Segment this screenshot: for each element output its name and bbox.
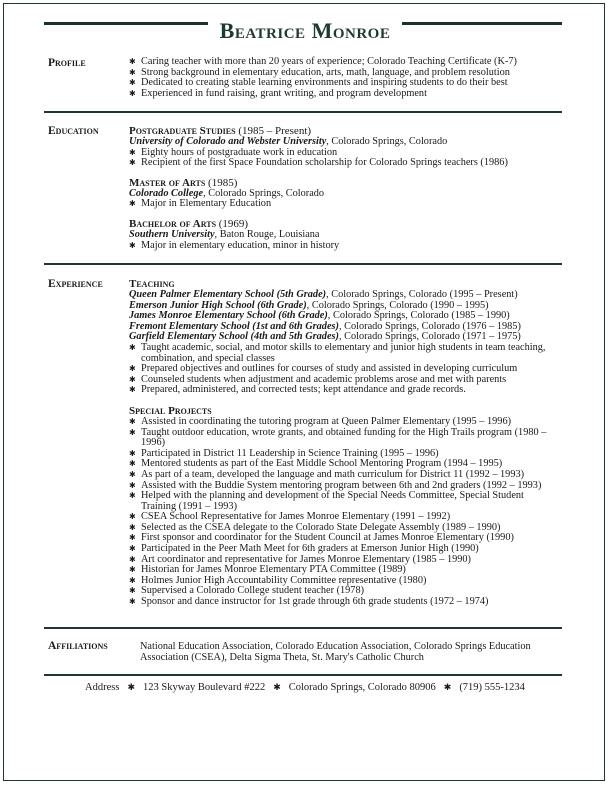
section-label-affiliations: Affiliations [48, 640, 108, 652]
school-name: Emerson Junior High School (6th Grade) [129, 299, 307, 311]
institution-location: , Colorado Springs, Colorado [203, 187, 325, 199]
degree-bachelor [129, 218, 561, 251]
phone-number: (719) 555-1234 [459, 682, 525, 693]
institution-location: , Colorado Springs, Colorado [326, 136, 448, 147]
list-item: ✱ Prepared objectives and outlines for courses of study and assisted in developing curriculum [129, 364, 561, 375]
school-name: Garfield Elementary School (4th and 5th Grades) [129, 331, 339, 343]
list-item: ✱ Taught academic, social, and motor skills to elementary and junior high students in team teaching, combination, and special classes [129, 343, 561, 364]
street-address: 123 Skyway Boulevard #222 [143, 682, 266, 693]
list-item: ✱ Caring teacher with more than 20 years of experience; Colorado Teaching Certificate (K-7) [129, 57, 561, 68]
institution-name: Southern University [129, 228, 215, 240]
name-text: Beatrice Monroe [208, 18, 403, 43]
school-details: , Colorado Springs, Colorado (1995 – Present) [326, 289, 518, 300]
degree-name: Bachelor of Arts [129, 217, 217, 230]
list-item: ✱ Assisted in coordinating the tutoring program at Queen Palmer Elementary (1995 – 1996) [129, 417, 561, 428]
degree-dates: (1985 – Present) [238, 125, 312, 137]
list-item: ✱ Participated in the Peer Math Meet for 6th graders at Emerson Junior High (1990) [129, 544, 561, 555]
section-divider [44, 263, 562, 265]
list-item: ✱ Art coordinator and representative for James Monroe Elementary (1985 – 1990) [129, 555, 561, 566]
profile-list [129, 57, 561, 99]
school-details: , Colorado Springs, Colorado (1976 – 1985) [338, 320, 521, 332]
degree-postgraduate [129, 125, 561, 169]
school-name: Queen Palmer Elementary School (5th Grade) [129, 289, 327, 300]
asterisk-icon: ✱ [443, 682, 452, 692]
list-item: ✱ Prepared, administered, and corrected tests; kept attendance and grade records. [129, 385, 561, 396]
institution-name: University of Colorado and Webster University [129, 136, 327, 147]
list-item: ✱ First sponsor and coordinator for the Student Council at James Monroe Elementary (1990) [129, 533, 561, 544]
asterisk-icon: ✱ [127, 682, 136, 692]
school-details: , Colorado Springs, Colorado (1990 – 1995) [306, 299, 489, 311]
education-block [129, 125, 561, 251]
section-divider [44, 627, 562, 629]
institution [129, 137, 561, 148]
list-item: ✱ Supervised a Colorado College student teacher (1978) [129, 586, 561, 597]
teaching-heading: Teaching [129, 278, 175, 290]
list-item: ✱ Historian for James Monroe Elementary PTA Committee (1989) [129, 565, 561, 576]
list-item: ✱ Sponsor and dance instructor for 1st grade through 6th grade students (1972 – 1974) [129, 597, 561, 608]
list-item: ✱ Recipient of the first Space Foundation scholarship for Colorado Springs teachers (1986) [129, 158, 561, 169]
institution [129, 230, 561, 241]
degree-name: Postgraduate Studies [129, 125, 236, 137]
school-details: , Colorado Springs, Colorado (1985 – 1990) [327, 310, 510, 322]
list-item: ✱ Dedicated to creating stable learning environments and inspiring students to do their best [129, 78, 561, 89]
degree-dates: (1969) [218, 217, 249, 230]
list-item: ✱ Experienced in fund raising, grant writing, and program development [129, 89, 561, 100]
list-item: ✱ Helped with the planning and development of the Special Needs Committee, Special Student Training (1991 – 1993) [129, 491, 561, 512]
school-name: James Monroe Elementary School (6th Grade) [129, 310, 328, 322]
list-item: ✱ Assisted with the Buddie System mentoring program between 6th and 2nd graders (1992 – 1993) [129, 481, 561, 492]
institution-name: Colorado College [129, 187, 204, 199]
section-label-experience: Experience [48, 278, 103, 290]
section-label-profile: Profile [48, 57, 86, 69]
contact-footer [0, 682, 610, 693]
name-heading [0, 18, 610, 44]
list-item: ✱ Participated in District 11 Leadership in Science Training (1995 – 1996) [129, 449, 561, 460]
asterisk-icon: ✱ [273, 682, 281, 692]
list-item: ✱ Eighty hours of postgraduate work in education [129, 148, 561, 159]
degree-name: Master of Arts [129, 176, 206, 189]
address-label: Address [85, 682, 120, 693]
list-item: ✱ Major in Elementary Education [129, 199, 561, 210]
school-details: , Colorado Springs, Colorado (1971 – 1975) [338, 331, 521, 343]
section-divider [44, 674, 562, 676]
list-item: ✱ Major in elementary education, minor in history [129, 241, 561, 252]
list-item: ✱ Taught outdoor education, wrote grants, and obtained funding for the High Trails program (1980 – 1996) [129, 428, 561, 449]
list-item: ✱ Counseled students when adjustment and academic problems arose and met with parents [129, 375, 561, 386]
degree-dates: (1985) [208, 176, 238, 189]
institution-location: , Baton Rouge, Louisiana [214, 228, 320, 240]
degree-master [129, 177, 561, 210]
experience-block [129, 278, 561, 608]
list-item: ✱ Strong background in elementary education, arts, math, language, and problem resolution [129, 68, 561, 79]
list-item: ✱ CSEA School Representative for James Monroe Elementary (1991 – 1992) [129, 512, 561, 523]
list-item: ✱ As part of a team, developed the language and math curriculum for District 11 (1992 – 1993) [129, 470, 561, 481]
special-projects-heading: Special Projects [129, 404, 212, 417]
list-item: ✱ Holmes Junior High Accountability Committee representative (1980) [129, 576, 561, 587]
city-state-zip: Colorado Springs, Colorado 80906 [288, 682, 436, 693]
section-label-education: Education [48, 125, 99, 137]
list-item: ✱ Selected as the CSEA delegate to the Colorado State Delegate Assembly (1989 – 1990) [129, 523, 561, 534]
affiliations-text: National Education Association, Colorado Education Association, Colorado Springs Education Association (CSEA), Delta Sigma Theta, St. Mary's Catholic Church [140, 641, 531, 663]
section-divider [44, 111, 562, 113]
list-item: ✱ Mentored students as part of the East Middle School Mentoring Program (1994 – 1995) [129, 459, 561, 470]
school-name: Fremont Elementary School (1st and 6th Grades) [129, 320, 339, 332]
